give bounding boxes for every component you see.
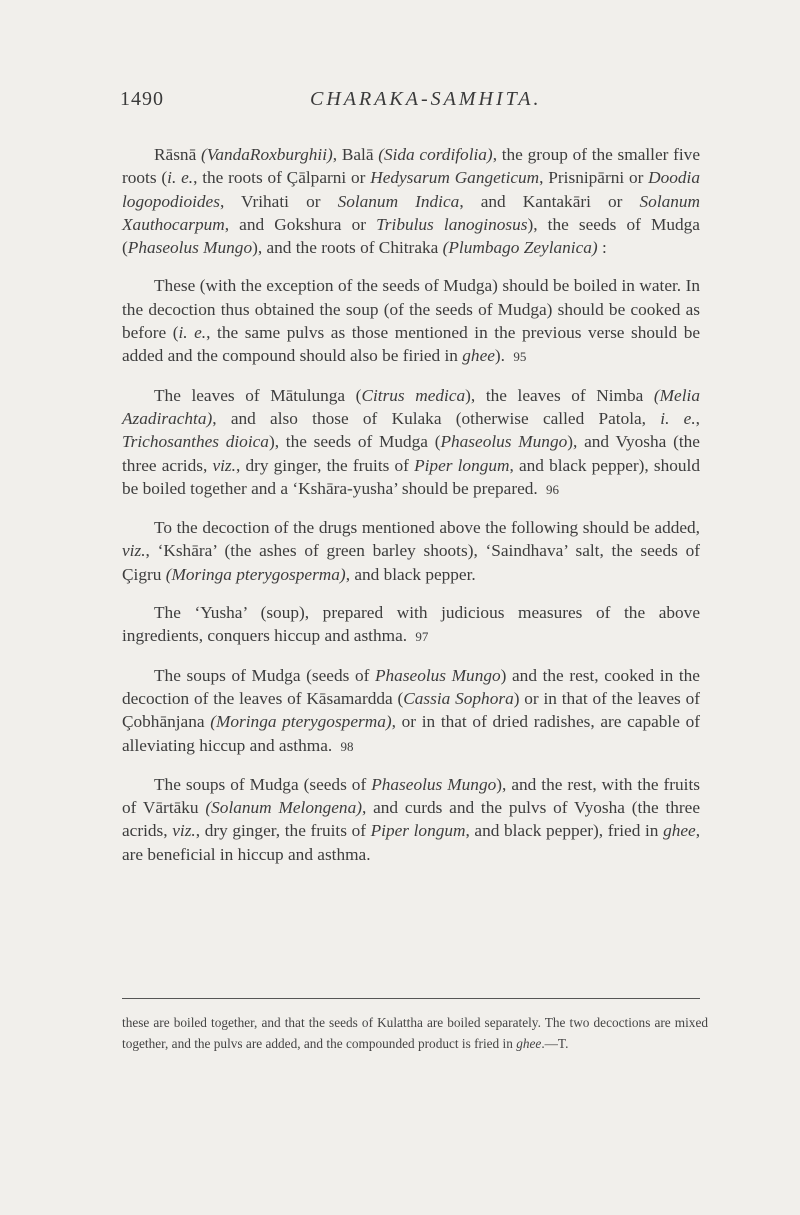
italic-text: (Moringa pterygosperma) (165, 564, 346, 584)
text-run: The soups of Mudga (seeds of (154, 665, 375, 685)
footnote-divider (122, 998, 700, 999)
text-run: ). (494, 346, 510, 366)
running-title: CHARAKA-SAMHITA. (310, 88, 542, 110)
italic-text: Cassia Sophora (403, 688, 514, 708)
paragraph (122, 516, 700, 586)
text-run: , Prisnipārni or (539, 168, 649, 188)
italic-text: (Solanum Melongena) (205, 798, 362, 818)
text-run: ) or in that of the leaves of Çobhānjana (122, 688, 700, 732)
text-run: Rāsnā (154, 145, 201, 164)
page-number: 1490 (120, 88, 164, 110)
paragraph (122, 773, 700, 866)
text-run: , Vrihati or (219, 191, 338, 211)
text-run: , the roots of Çālparni or (193, 168, 371, 188)
text-run: ), the seeds of Mudga ( (268, 432, 441, 452)
italic-text: (Melia Azadirachta) (122, 385, 700, 428)
text-run: ), the leaves of Nimba (465, 385, 654, 405)
text-run: ), and the rest, with the fruits of Vārtāku (122, 774, 700, 818)
italic-text: i. e. (167, 168, 194, 188)
italic-text: ghee (462, 346, 495, 366)
text-run: , dry ginger, the fruits of (235, 455, 415, 475)
text-run: .—T. (541, 1036, 569, 1051)
italic-text: Piper longum (414, 455, 510, 475)
italic-text: viz. (122, 541, 146, 561)
verse-number: 96 (546, 481, 560, 497)
italic-text: Hedysarum Gangeticum (370, 168, 540, 188)
italic-text: Trichosanthes dioica (122, 432, 269, 452)
italic-text: (VandaRoxburghii) (200, 145, 333, 164)
italic-text: (Sida cordifolia) (378, 145, 493, 164)
paragraph (122, 274, 700, 368)
italic-text: Doodia logopodioides (122, 168, 700, 211)
paragraph (122, 143, 700, 259)
text-run: , and Kantakāri or (459, 191, 640, 211)
text-run: : (597, 238, 607, 258)
text-run: The soups of Mudga (seeds of (154, 774, 372, 794)
text-run: , or in that of dried radishes, are capable of alleviating hiccup and asthma. (122, 712, 700, 755)
text-run: , (695, 408, 700, 428)
text-run: The leaves of Mātulunga ( (154, 385, 362, 405)
italic-text: i. e. (660, 408, 696, 428)
italic-text: viz. (172, 821, 196, 841)
paragraph (122, 601, 700, 649)
text-run: , ‘Kshāra’ (the ashes of green barley shoots), ‘Saindhava’ salt, the seeds of Çigru (122, 541, 700, 584)
italic-text: ghee (663, 821, 696, 841)
italic-text: Tribulus lanoginosus (376, 214, 528, 234)
text-run: , dry ginger, the fruits of (195, 821, 371, 841)
text-run: , and black pepper), should be boiled together and a ‘Kshāra-yusha’ should be prepared. (122, 455, 701, 498)
italic-text: (Plumbago Zeylanica) (442, 238, 598, 258)
paragraph (122, 384, 700, 501)
footnote (122, 1012, 708, 1054)
verse-number: 97 (415, 629, 429, 645)
text-run: ) and the rest, cooked in the decoction of the leaves of Kāsamardda ( (122, 665, 700, 708)
italic-text: Piper longum (370, 821, 466, 841)
text-run: , are beneficial in hiccup and asthma. (122, 821, 701, 864)
italic-text: Phaseolus Mungo (374, 665, 501, 685)
text-run: , and black pepper. (345, 564, 476, 584)
italic-text: Solanum Indica (337, 191, 460, 211)
italic-text: viz. (212, 455, 236, 475)
text-run: ), the seeds of Mudga ( (122, 214, 700, 258)
text-run: these are boiled together, and that the seeds of Kulattha are boiled separately. The two decoctions are mixed together, and the pulvs are added, and the compounded product is fried in (122, 1015, 708, 1051)
text-run: To the decoction of the drugs mentioned above the following should be added, (154, 518, 700, 538)
main-text (122, 143, 700, 881)
text-run: ), and the roots of Chitraka (252, 238, 443, 258)
text-run: , the same pulvs as those mentioned in the previous verse should be added and the compound should also be firied in (122, 323, 701, 366)
text-run: , and Gokshura or (224, 214, 377, 234)
italic-text: Phaseolus Mungo (127, 238, 253, 258)
italic-text: Phaseolus Mungo (371, 774, 497, 794)
text-run: The ‘Yusha’ (soup), prepared with judicious measures of the above ingredients, conquers hiccup and asthma. (122, 603, 700, 646)
text-run: ), and Vyosha (the three acrids, (122, 432, 700, 475)
text-run: , the group of the smaller five roots ( (122, 145, 700, 188)
text-run: , and black pepper), fried in (465, 821, 664, 841)
verse-number: 98 (340, 738, 354, 754)
italic-text: Solanum Xauthocarpum (122, 191, 701, 234)
italic-text: i. e. (178, 323, 207, 343)
italic-text: Citrus medica (361, 385, 466, 405)
verse-number: 95 (513, 349, 527, 365)
italic-text: (Moringa pterygosperma) (210, 712, 392, 732)
italic-text: Phaseolus Mungo (440, 432, 568, 452)
text-run: These (with the exception of the seeds of Mudga) should be boiled in water. In the decoction thus obtained the soup (of the seeds of Mudga) should be cooked as before ( (122, 276, 700, 343)
text-run: , and curds and the pulvs of Vyosha (the three acrids, (122, 798, 700, 841)
page-header (120, 88, 700, 118)
paragraph (122, 664, 700, 758)
italic-text: ghee (516, 1036, 542, 1051)
text-run: , and also those of Kulaka (otherwise called Patola, (212, 408, 661, 428)
text-run: , Balā (332, 145, 379, 164)
